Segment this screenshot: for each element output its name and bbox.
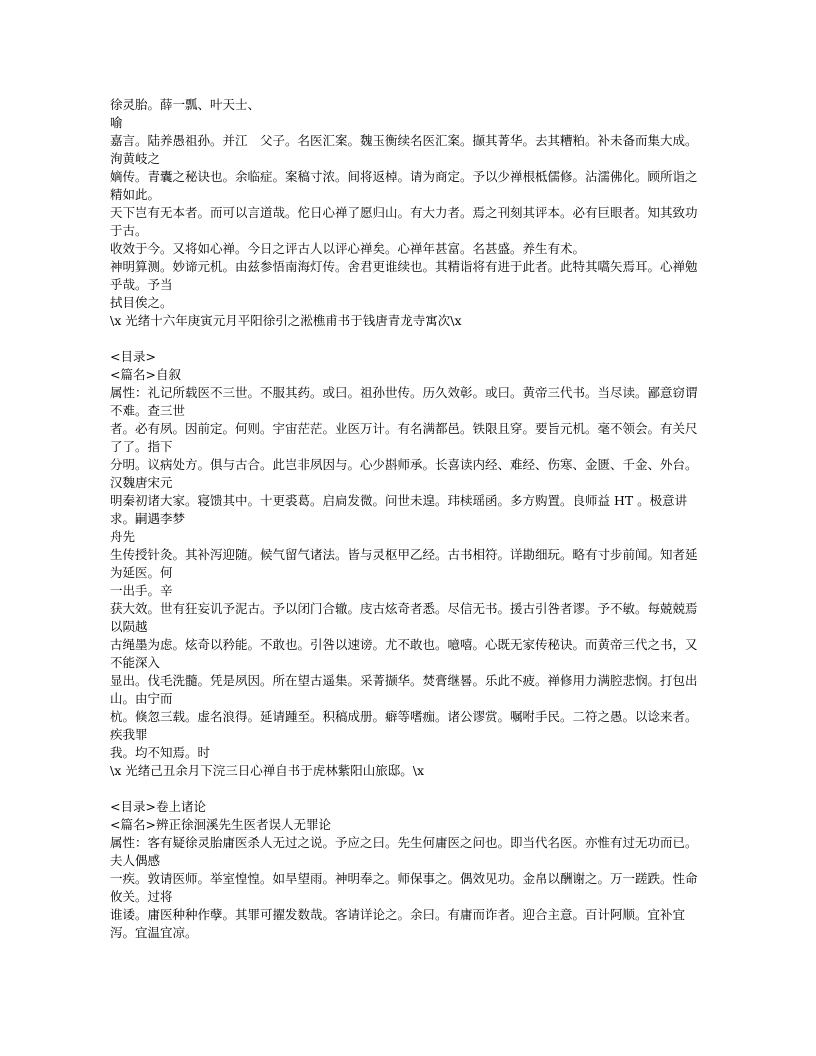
text-line: 显出。伐毛洗髓。凭是夙因。所在望古遥集。采菁撷华。焚膏继晷。乐此不疲。禅修用力满腔悲悯。打包出山。由宁而	[110, 673, 698, 706]
text-line: 天下岂有无本者。而可以言道哉。佗日心禅了愿归山。有大力者。焉之刊刻其评本。必有巨眼者。知其致功于古。	[110, 205, 698, 238]
text-line: <目录>卷上诸论	[110, 799, 206, 814]
text-line: 杭。倏忽三载。虚名浪得。延请踵至。积稿成册。癖等嗜痂。诸公谬赏。嘱咐手民。二符之愚。以谂来者。疾我罪	[110, 709, 698, 742]
text-line: 徐灵胎。薛一瓢、叶天士、	[110, 97, 261, 112]
text-line: 获大效。世有狂妄讥予泥古。予以闭门合辙。庋古炫奇者悉。尽信无书。援古引咎者谬。予不敏。每兢兢焉以陨越	[110, 601, 698, 634]
text-line: <目录>	[110, 349, 156, 364]
text-line: 属性：礼记所载医不三世。不服其药。或曰。祖孙世传。历久效彰。或曰。黄帝三代书。当尽读。鄙意窃谓不难。查三世	[110, 385, 698, 418]
text-line: <篇名>自叙	[110, 367, 181, 382]
text-line: 舟先	[110, 529, 136, 544]
blank-line	[110, 780, 708, 798]
text-line: 收效于今。又将如心禅。今日之评古人以评心禅矣。心禅年甚富。名甚盛。养生有术。	[110, 241, 586, 256]
text-line: 一疾。敦请医师。举室惶惶。如旱望雨。神明奉之。师保事之。偶效见功。金帛以酬谢之。万一蹉跌。性命攸关。过将	[110, 871, 698, 904]
text-line: 一出手。辛	[110, 583, 173, 598]
text-line: 分明。议病处方。俱与古合。此岂非夙因与。心少斟师承。长喜读内经、难经、伤寒、金匮、千金、外台。汉魏唐宋元	[110, 457, 698, 490]
text-line: <篇名>辨正徐洄溪先生医者误人无罪论	[110, 817, 331, 832]
text-line: 嫡传。青囊之秘诀也。余临症。案稿寸浓。间将返棹。请为商定。予以少禅根柢儒修。沾濡佛化。顾所诣之精如此。	[110, 169, 698, 202]
text-line: 嘉言。陆养愚祖孙。并江 父子。名医汇案。魏玉衡续名医汇案。撷其菁华。去其糟粕。补未备而集大成。洵黄岐之	[110, 133, 698, 166]
text-line: 属性：客有疑徐灵胎庸医杀人无过之说。予应之曰。先生何庸医之问也。即当代名医。亦惟有过无功而已。夫人偶感	[110, 835, 698, 868]
text-line: 神明算测。妙谛元机。由兹参悟南海灯传。舍君更谁续也。其精诣将有进于此者。此特其嚆矢焉耳。心禅勉乎哉。予当	[110, 259, 698, 292]
text-line: 拭目俟之。	[110, 295, 173, 310]
text-line: \x 光绪己丑余月下浣三日心禅自书于虎林紫阳山旅邸。\x	[110, 763, 424, 778]
blank-line	[110, 330, 708, 348]
text-line: 明秦初诸大家。寝馈其中。十更裘葛。启扃发微。问世未遑。玮椟瑶函。多方购置。良师益 HT 。极意讲求。嗣遇李梦	[110, 493, 688, 526]
text-line: 古绳墨为虑。炫奇以矜能。不敢也。引咎以速谤。尤不敢也。噫嘻。心既无家传秘诀。而黄帝三代之书，又不能深入	[110, 637, 698, 670]
text-line: 者。必有夙。因前定。何则。宇宙茫茫。业医万计。有名满都邑。铁限且穿。要旨元机。毫不领会。有关尺了了。指下	[110, 421, 698, 454]
document-page	[110, 96, 708, 942]
text-line: 生传授针灸。其补泻迎随。候气留气诸法。皆与灵枢甲乙经。古书相符。详勘细玩。略有寸步前闻。知者延为延医。何	[110, 547, 698, 580]
text-line: \x 光绪十六年庚寅元月平阳徐引之淞樵甫书于钱唐青龙寺寓次\x	[110, 313, 462, 328]
text-line: 喻	[110, 115, 123, 130]
text-line: 谁诿。庸医种种作孽。其罪可擢发数哉。客请详论之。余曰。有庸而诈者。迎合主意。百计阿顺。宜补宜泻。宜温宜凉。	[110, 907, 686, 940]
text-line: 我。均不知焉。时	[110, 745, 211, 760]
